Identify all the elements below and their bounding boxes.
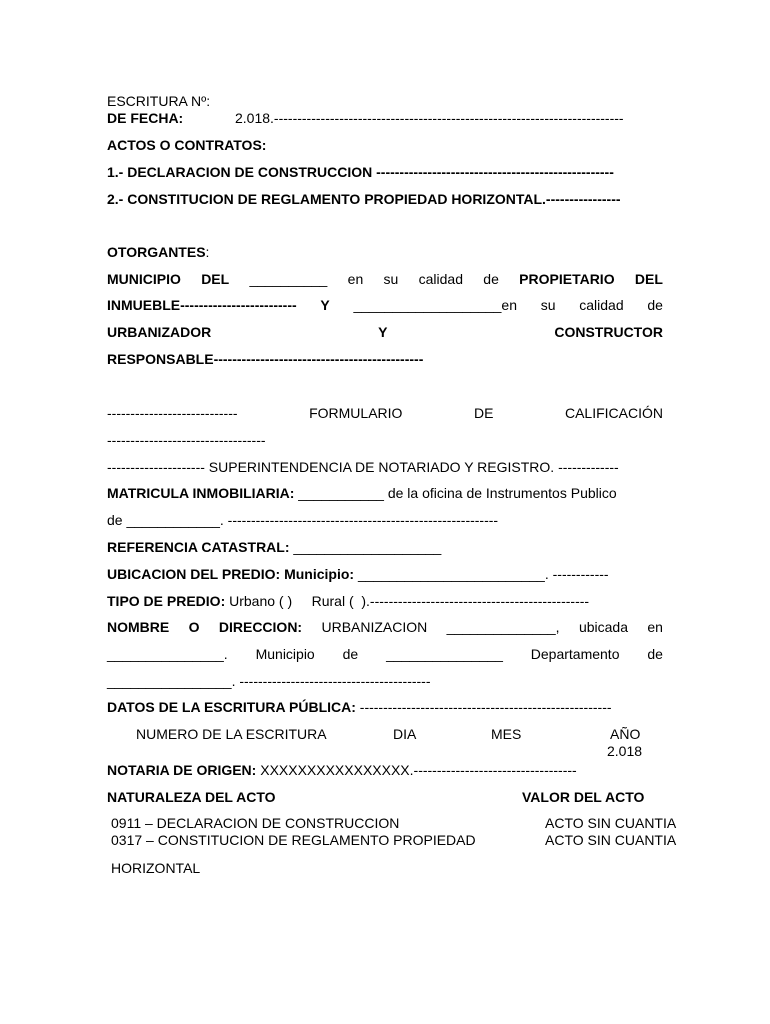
col-ano: AÑO (610, 726, 641, 742)
word: FORMULARIO (309, 405, 403, 421)
nombre-line-1 (107, 619, 663, 636)
valor-label: VALOR DEL ACTO (522, 789, 645, 805)
word: Municipio (255, 646, 315, 662)
word: su (383, 271, 399, 287)
acto-row-1: 0911 – DECLARACION DE CONSTRUCCION (111, 815, 400, 831)
word: ubicada (578, 619, 628, 635)
fecha-label: DE FECHA: (107, 110, 184, 126)
word: Departamento (530, 646, 620, 662)
word: calidad (579, 297, 624, 313)
word: PROPIETARIO (519, 271, 615, 287)
actos-title: ACTOS O CONTRATOS: (107, 137, 267, 153)
notaria-line: NOTARIA DE ORIGEN: XXXXXXXXXXXXXXXX.----------------------------------- (107, 762, 577, 778)
escritura-label: ESCRITURA Nº: (107, 93, 211, 109)
blank: __________ (249, 271, 328, 287)
acto-row-2-cont: HORIZONTAL (111, 860, 201, 876)
col-numero: NUMERO DE LA ESCRITURA (136, 726, 327, 742)
col-dia: DIA (393, 726, 417, 742)
word: de (647, 297, 663, 313)
word: DIRECCION: (218, 619, 303, 635)
word: O (188, 619, 200, 635)
formulario-line-2: ---------------------------------- (107, 432, 266, 448)
blank: _______________. (107, 646, 228, 662)
dashes: ---------------------------- (107, 405, 238, 421)
word: Y (378, 324, 388, 340)
nombre-line-3: ________________. ----------------------------------------- (107, 673, 431, 689)
word: DEL (634, 271, 663, 287)
blank: ______________, (446, 619, 560, 635)
word: de (647, 646, 663, 662)
word: CONSTRUCTOR (554, 324, 663, 340)
otorgantes-line-2 (107, 297, 663, 314)
word: de (483, 271, 499, 287)
word: URBANIZADOR (107, 324, 212, 340)
word: en (347, 271, 364, 287)
word: CALIFICACIÓN (564, 405, 663, 421)
naturaleza-label: NATURALEZA DEL ACTO (107, 789, 276, 805)
nombre-line-2 (107, 646, 663, 663)
word: de (342, 646, 359, 662)
acto-row-2: 0317 – CONSTITUCION DE REGLAMENTO PROPIEDAD (111, 832, 476, 848)
catastral-line: REFERENCIA CATASTRAL: ___________________ (107, 539, 442, 555)
word: su (540, 297, 556, 313)
tipo-predio-line: TIPO DE PREDIO: Urbano ( ) Rural ( ).----------------------------------------------- (107, 593, 590, 609)
datos-title-line: DATOS DE LA ESCRITURA PÚBLICA: ------------------------------------------------------ (107, 699, 612, 715)
blank: _______________ (386, 646, 503, 662)
otorgantes-title: OTORGANTES: (107, 244, 210, 260)
word: DE (473, 405, 494, 421)
word: DEL (201, 271, 230, 287)
acto-1: 1.- DECLARACION DE CONSTRUCCION --------------------------------------------------- (107, 164, 614, 180)
acto-row-1-valor: ACTO SIN CUANTIA (545, 815, 677, 831)
word: en (647, 619, 663, 635)
word: calidad (418, 271, 463, 287)
acto-2: 2.- CONSTITUCION DE REGLAMENTO PROPIEDAD HORIZONTAL.---------------- (107, 191, 621, 207)
word: INMUEBLE------------------------- (107, 297, 297, 313)
word: NOMBRE (107, 619, 170, 635)
ubicacion-line: UBICACION DEL PREDIO: Municipio: ________________________. ------------ (107, 566, 609, 582)
acto-row-2-valor: ACTO SIN CUANTIA (545, 832, 677, 848)
matricula-cont: de ____________. ---------------------------------------------------------- (107, 512, 499, 528)
ano-value: 2.018 (607, 743, 643, 759)
matricula-line: MATRICULA INMOBILIARIA: ___________ de la oficina de Instrumentos Publico (107, 485, 617, 501)
otorgantes-line-3 (107, 324, 663, 341)
fecha-value: 2.018.--------------------------------------------------------------------------- (235, 110, 624, 126)
blank: ___________________en (353, 297, 517, 313)
word: Y (320, 297, 330, 313)
formulario-line-1 (107, 405, 663, 422)
otorgantes-line-4: RESPONSABLE--------------------------------------------- (107, 351, 424, 367)
word: MUNICIPIO (107, 271, 181, 287)
otorgantes-line-1 (107, 271, 663, 288)
word: URBANIZACION (321, 619, 428, 635)
superintendencia-line: --------------------- SUPERINTENDENCIA DE NOTARIADO Y REGISTRO. ------------- (107, 459, 619, 475)
col-mes: MES (491, 726, 522, 742)
